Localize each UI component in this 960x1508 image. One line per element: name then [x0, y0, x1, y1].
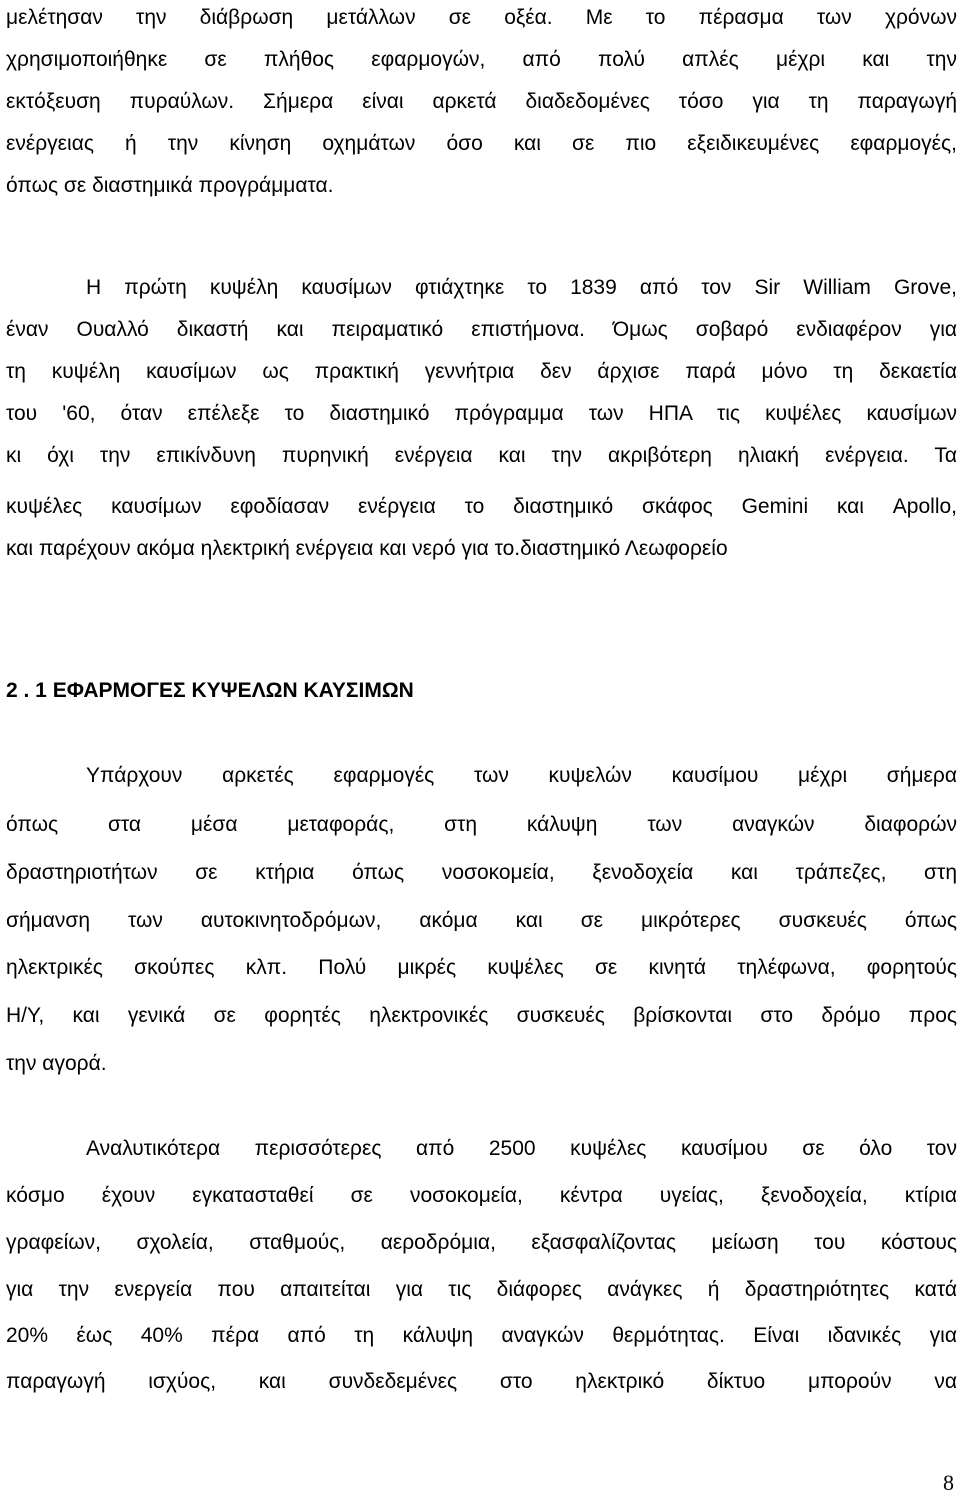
text-line: έναν Ουαλλό δικαστή και πειραματικό επιστήμονα. Όμως σοβαρό ενδιαφέρον για	[6, 318, 957, 341]
text-line: χρησιμοποιήθηκε σε πλήθος εφαρμογών, από πολύ απλές μέχρι και την	[6, 48, 957, 71]
text-line: Υπάρχουν αρκετές εφαρμογές των κυψελών καυσίμου μέχρι σήμερα	[86, 764, 957, 787]
text-line: παραγωγή ισχύος, και συνδεδεμένες στο ηλεκτρικό δίκτυο μπορούν να	[6, 1370, 957, 1393]
text-line: Η πρώτη κυψέλη καυσίμων φτιάχτηκε το 1839 από τον Sir William Grove,	[86, 276, 957, 299]
text-line: δραστηριοτήτων σε κτήρια όπως νοσοκομεία, ξενοδοχεία και τράπεζες, στη	[6, 861, 957, 884]
text-line: όπως στα μέσα μεταφοράς, στη κάλυψη των αναγκών διαφορών	[6, 813, 957, 836]
text-line: όπως σε διαστημικά προγράμματα.	[6, 174, 334, 197]
text-line: μελέτησαν την διάβρωση μετάλλων σε οξέα. Με το πέρασμα των χρόνων	[6, 6, 957, 29]
text-line: για την ενεργεία που απαιτείται για τις διάφορες ανάγκες ή δραστηριότητες κατά	[6, 1278, 957, 1301]
page-number: 8	[943, 1470, 954, 1495]
text-line: Αναλυτικότερα περισσότερες από 2500 κυψέλες καυσίμου σε όλο τον	[86, 1137, 957, 1160]
text-line: την αγορά.	[6, 1052, 107, 1075]
section-heading: 2 . 1 ΕΦΑΡΜΟΓΕΣ ΚΥΨΕΛΩΝ ΚΑΥΣΙΜΩΝ	[6, 679, 414, 702]
text-line: κόσμο έχουν εγκατασταθεί σε νοσοκομεία, κέντρα υγείας, ξενοδοχεία, κτίρια	[6, 1184, 957, 1207]
text-line: Η/Υ, και γενικά σε φορητές ηλεκτρονικές συσκευές βρίσκονται στο δρόμο προς	[6, 1004, 957, 1027]
text-line: σήμανση των αυτοκινητοδρόμων, ακόμα και σε μικρότερες συσκευές όπως	[6, 909, 957, 932]
text-line: ενέργειας ή την κίνηση οχημάτων όσο και σε πιο εξειδικευμένες εφαρμογές,	[6, 132, 957, 155]
text-line: ηλεκτρικές σκούπες κλπ. Πολύ μικρές κυψέλες σε κινητά τηλέφωνα, φορητούς	[6, 956, 957, 979]
text-line: του '60, όταν επέλεξε το διαστημικό πρόγραμμα των ΗΠΑ τις κυψέλες καυσίμων	[6, 402, 957, 425]
text-line: γραφείων, σχολεία, σταθμούς, αεροδρόμια, εξασφαλίζοντας μείωση του κόστους	[6, 1231, 957, 1254]
text-line: 20% έως 40% πέρα από τη κάλυψη αναγκών θερμότητας. Είναι ιδανικές για	[6, 1324, 957, 1347]
text-line: εκτόξευση πυραύλων. Σήμερα είναι αρκετά διαδεδομένες τόσο για τη παραγωγή	[6, 90, 957, 113]
text-line: κυψέλες καυσίμων εφοδίασαν ενέργεια το διαστημικό σκάφος Gemini και Apollo,	[6, 495, 957, 518]
text-line: τη κυψέλη καυσίμων ως πρακτική γεννήτρια δεν άρχισε παρά μόνο τη δεκαετία	[6, 360, 957, 383]
text-line: κι όχι την επικίνδυνη πυρηνική ενέργεια και την ακριβότερη ηλιακή ενέργεια. Τα	[6, 444, 957, 467]
text-line: και παρέχουν ακόμα ηλεκτρική ενέργεια και νερό για το.διαστημικό Λεωφορείο	[6, 537, 728, 560]
